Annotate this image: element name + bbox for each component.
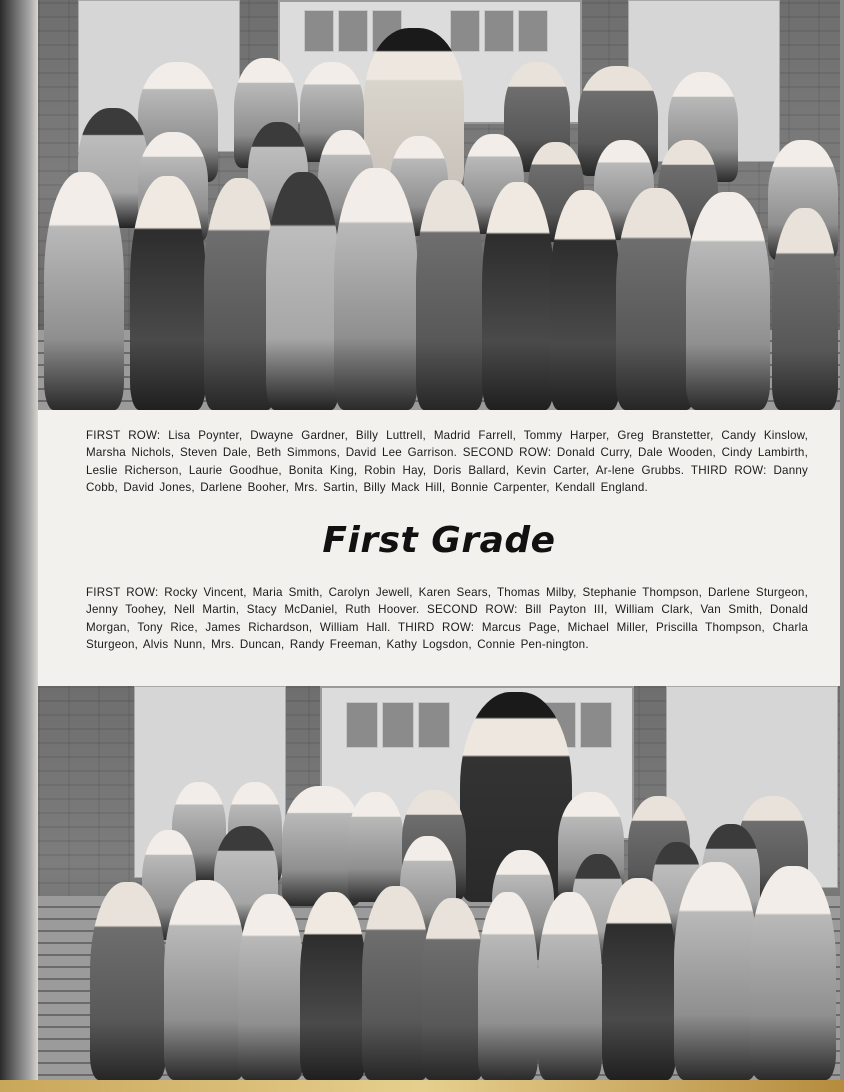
student-figure — [90, 882, 166, 1080]
student-figure — [334, 168, 418, 410]
class-photo-top — [38, 0, 840, 410]
student-figure — [478, 892, 538, 1080]
student-figure — [750, 866, 836, 1080]
student-figure — [602, 878, 676, 1080]
caption-top-names: FIRST ROW: Lisa Poynter, Dwayne Gardner, Billy Luttrell, Madrid Farrell, Tommy Harper, Greg Branstetter, Candy Kinslow, Marsha Nichols, Steven Dale, Beth Simmons, David Lee Garrison. SECOND ROW: Donald Curry, Dale Wooden, Cindy Lambirth, Leslie Richerson, Laurie Goodhue, Bonita King, Robin Hay, Doris Ballard, Kevin Carter, Ar-lene Grubbs. THIRD ROW: Danny Cobb, David Jones, Darlene Booher, Mrs. Sartin, Billy Mack Hill, Bonnie Carpenter, Kendall England. — [86, 429, 808, 494]
student-figure — [130, 176, 206, 410]
caption-bottom-names: FIRST ROW: Rocky Vincent, Maria Smith, Carolyn Jewell, Karen Sears, Thomas Milby, Stephanie Thompson, Darlene Sturgeon, Jenny Toohey, Nell Martin, Stacy McDaniel, Ruth Hoover. SECOND ROW: Bill Payton III, William Clark, Van Smith, Donald Morgan, Tony Rice, James Richardson, William Hall. THIRD ROW: Marcus Page, Michael Miller, Priscilla Thompson, Charla Sturgeon, Alvis Nunn, Mrs. Duncan, Randy Freeman, Kathy Logsdon, Connie Pen-nington. — [86, 586, 808, 651]
page-edge — [840, 0, 844, 1092]
page-title: First Grade — [322, 520, 556, 561]
student-figure — [362, 886, 430, 1080]
student-figure — [538, 892, 602, 1080]
student-figure — [416, 180, 484, 410]
class-photo-bottom — [38, 686, 840, 1080]
student-figure — [674, 862, 758, 1080]
student-figure — [616, 188, 696, 410]
student-figure — [238, 894, 304, 1080]
student-figure — [482, 182, 554, 410]
page-bottom-edge — [0, 1080, 844, 1092]
student-figure — [164, 880, 246, 1080]
student-figure — [300, 892, 366, 1080]
student-figure — [266, 172, 340, 410]
yearbook-page — [38, 0, 840, 1092]
student-figure — [550, 190, 620, 410]
student-figure — [772, 208, 838, 410]
book-spine — [0, 0, 38, 1092]
student-figure — [422, 898, 484, 1080]
student-figure — [44, 172, 124, 410]
student-figure — [686, 192, 770, 410]
